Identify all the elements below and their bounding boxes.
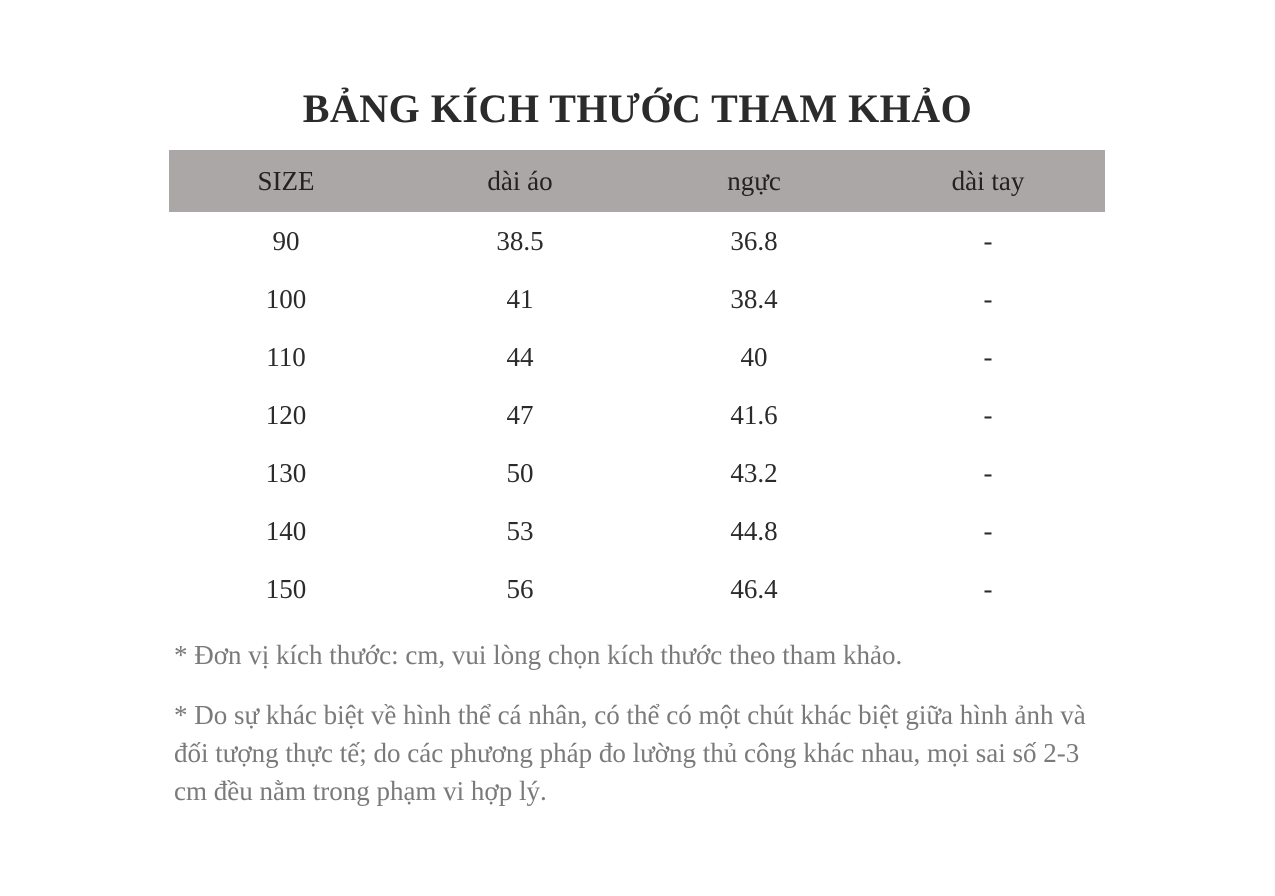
table-row bbox=[169, 328, 1105, 386]
header-size: SIZE bbox=[257, 165, 315, 196]
table-row bbox=[169, 270, 1105, 328]
header-length: dài áo bbox=[487, 165, 553, 196]
cell-chest: 38.4 bbox=[730, 283, 778, 314]
cell-size: 120 bbox=[265, 399, 307, 430]
cell-size: 110 bbox=[266, 341, 306, 372]
cell-sleeve: - bbox=[983, 341, 993, 372]
cell-length: 38.5 bbox=[496, 225, 544, 256]
cell-chest: 44.8 bbox=[730, 515, 778, 546]
cell-sleeve: - bbox=[983, 573, 993, 604]
cell-length: 44 bbox=[506, 341, 534, 372]
table-header-row bbox=[169, 150, 1105, 212]
cell-length: 56 bbox=[506, 573, 534, 604]
header-chest: ngực bbox=[727, 165, 781, 196]
cell-length: 47 bbox=[506, 399, 534, 430]
header-sleeve: dài tay bbox=[951, 165, 1025, 196]
cell-length: 53 bbox=[506, 515, 534, 546]
table-row bbox=[169, 386, 1105, 444]
cell-chest: 46.4 bbox=[730, 573, 778, 604]
table-row bbox=[169, 502, 1105, 560]
page-title: BẢNG KÍCH THƯỚC THAM KHẢO bbox=[302, 86, 973, 131]
cell-chest: 40 bbox=[740, 341, 768, 372]
table-row bbox=[169, 212, 1105, 270]
cell-sleeve: - bbox=[983, 399, 993, 430]
cell-sleeve: - bbox=[983, 515, 993, 546]
cell-chest: 43.2 bbox=[730, 457, 778, 488]
notes-section bbox=[174, 636, 1114, 832]
cell-size: 150 bbox=[265, 573, 307, 604]
disclaimer-note: * Do sự khác biệt về hình thể cá nhân, có thể có một chút khác biệt giữa hình ảnh và đối tượng thực tế; do các phương pháp đo lường thủ công khác nhau, mọi sai số 2-3 cm đều nằm trong phạm vi hợp lý. bbox=[174, 700, 1086, 806]
cell-chest: 41.6 bbox=[730, 399, 778, 430]
table-row bbox=[169, 444, 1105, 502]
size-chart-table bbox=[169, 150, 1105, 618]
cell-size: 130 bbox=[265, 457, 307, 488]
cell-length: 41 bbox=[506, 283, 534, 314]
unit-note: * Đơn vị kích thước: cm, vui lòng chọn kích thước theo tham khảo. bbox=[174, 640, 903, 670]
cell-size: 100 bbox=[265, 283, 307, 314]
cell-sleeve: - bbox=[983, 283, 993, 314]
cell-chest: 36.8 bbox=[730, 225, 778, 256]
table-row bbox=[169, 560, 1105, 618]
cell-sleeve: - bbox=[983, 457, 993, 488]
cell-size: 90 bbox=[272, 225, 300, 256]
cell-length: 50 bbox=[506, 457, 534, 488]
cell-sleeve: - bbox=[983, 225, 993, 256]
cell-size: 140 bbox=[265, 515, 307, 546]
